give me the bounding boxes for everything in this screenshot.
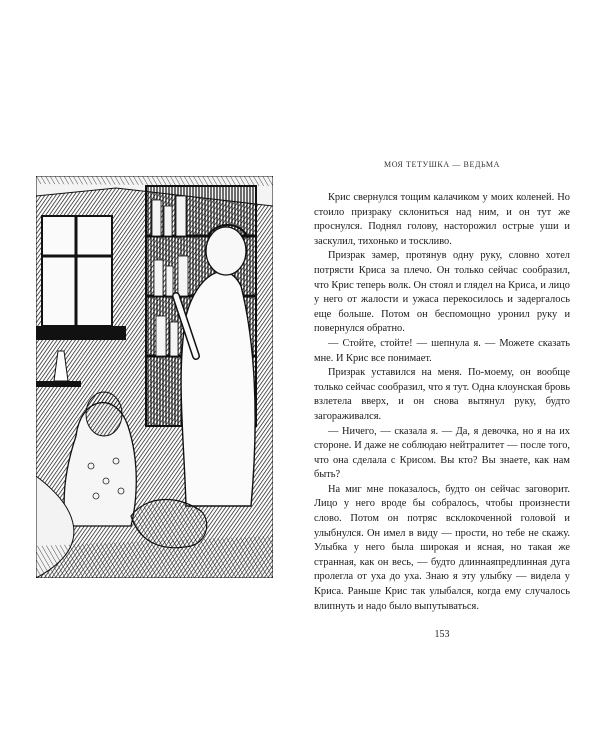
paragraph: На миг мне показалось, будто он сейчас заговорит. Лицо у него вроде бы собралось, чтобы произнести слово. Потом он потряс всклокоченной головой и улыбнулся. Он имел в виду — прости, но тебе не скажу. Улыбка у него была широкая и ясная, но такая же странная, как он весь, — будто длиннаяпредлинная дуга пролегла от уха до уха. Знаю я эту улыбку — видела у Криса. Раньше Крис так улыбался, когда ему случалось влипнуть и надо было выпутываться.	[314, 483, 570, 612]
paragraph: Крис свернулся тощим калачиком у моих коленей. Но стоило призраку склониться над ним, и он тут же проснулся. Поднял голову, насторожил острые уши и заскулил, тихонько и тоскливо.	[314, 192, 570, 247]
illustration	[36, 176, 273, 578]
running-head: МОЯ ТЕТУШКА — ВЕДЬМА	[383, 160, 500, 169]
body-text	[314, 191, 570, 614]
paragraph: Призрак уставился на меня. По-моему, он вообще только сейчас сообразил, что я тут. Одна клоунская бровь взлетела вверх, и он снова вытянул руку, будто загораживался.	[314, 367, 570, 422]
text-page	[314, 160, 570, 640]
paragraph: — Стойте, стойте! — шепнула я. — Можете сказать мне. И Крис все понимает.	[314, 337, 570, 364]
page-number: 153	[434, 629, 450, 641]
paragraph: Призрак замер, протянув одну руку, словно хотел потрясти Криса за плечо. Он только сейчас сообразил, что Крис теперь волк. Он стоял и глядел на Криса, и лицо у него от жалости и ужаса перекосилось и задергалось еще больше. Потом он беспомощно уронил руку и повернулся обратно.	[314, 250, 570, 335]
paragraph: — Ничего, — сказала я. — Да, я девочка, но я на их стороне. И даже не соблюдаю нейтралитет — после того, что она сделала с Крисом. Вы кто? Вы знаете, как нам быть?	[314, 425, 570, 481]
